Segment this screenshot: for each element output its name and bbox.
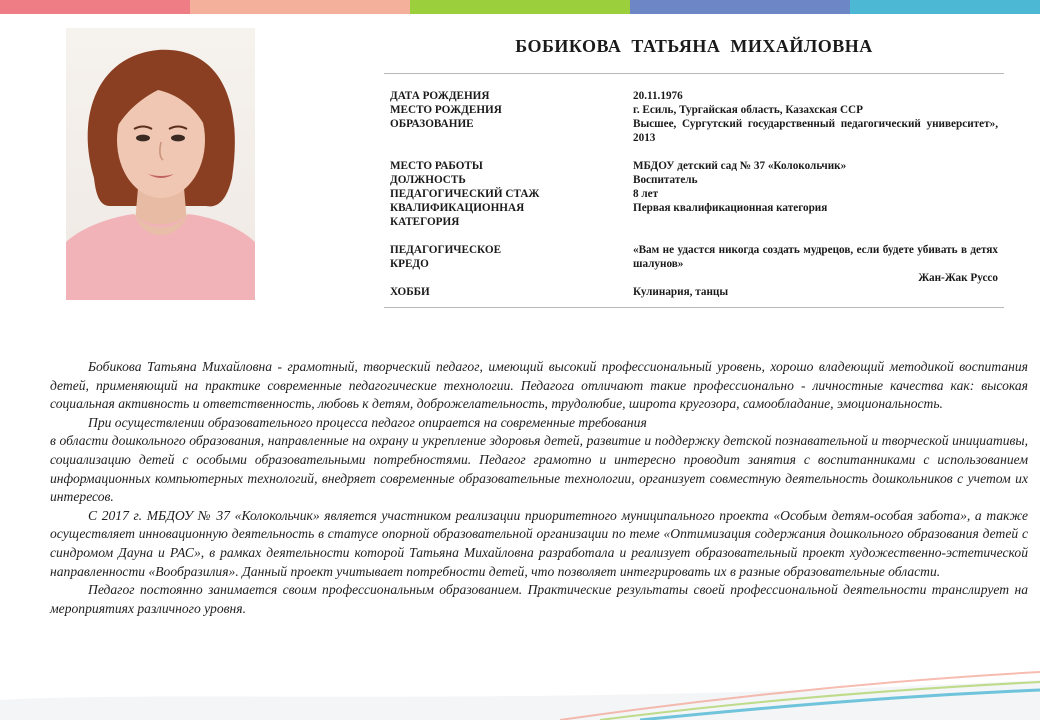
hobby-label: ХОББИ <box>390 286 430 298</box>
workplace-value: МБДОУ детский сад № 37 «Колокольчик» <box>633 160 847 172</box>
experience-value: 8 лет <box>633 188 659 200</box>
credo-value-cell <box>633 243 998 285</box>
row-position <box>390 173 998 187</box>
hobby-value: Кулинария, танцы <box>633 286 729 298</box>
stripe-green <box>410 0 630 14</box>
divider-bottom <box>384 307 1004 308</box>
top-color-stripes <box>0 0 1040 14</box>
row-spacer <box>390 145 998 159</box>
stripe-cyan <box>850 0 1040 14</box>
row-qualification <box>390 201 998 229</box>
biography-text <box>50 358 1028 618</box>
stripe-peach <box>190 0 410 14</box>
row-birth-place <box>390 103 998 117</box>
education-value: Высшее, Сургутский государственный педагогический университет», 2013 <box>633 118 998 144</box>
bottom-decorative-swoosh <box>0 660 1040 720</box>
divider-top <box>384 73 1004 74</box>
birth-date-value: 20.11.1976 <box>633 90 683 102</box>
row-experience <box>390 187 998 201</box>
birth-place-value: г. Есиль, Тургайская область, Казахская ССР <box>633 104 863 116</box>
bio-paragraph-2b: в области дошкольного образования, направленные на охрану и укрепление здоровья детей, развитие и поддержку детской познавательной и творческой инициативы, социализацию детей с особыми образовательными потребностями. Педагог грамотно и интересно проводит занятия с воспитанниками с использованием информационных компьютерных технологий, внедряет современные образовательные технологии, организует совместную деятельность дошкольников с учетом их интересов. <box>50 433 1028 505</box>
row-spacer <box>390 229 998 243</box>
row-education <box>390 117 998 145</box>
stripe-blue <box>630 0 850 14</box>
bio-paragraph-2a: При осуществлении образовательного процесса педагог опирается на современные требования <box>88 414 647 430</box>
teacher-name-heading: БОБИКОВА ТАТЬЯНА МИХАЙЛОВНА <box>515 36 873 56</box>
row-hobby <box>390 285 998 299</box>
row-birth-date <box>390 89 998 103</box>
bio-paragraph-3: С 2017 г. МБДОУ № 37 «Колокольчик» является участником реализации приоритетного муниципального проекта «Особым детям-особая забота», а также осуществляет инновационную деятельность в статусе опорной образовательной организации по теме «Оптимизация содержания дошкольного образования детей с синдромом Дауна и РАС», в рамках деятельности которой Татьяна Михайловна разработала и реализует образовательный проект художественно-эстетической направленности «Вообразилия». Данный проект учитывает потребности детей, что позволяет интегрировать их в разные образовательные области. <box>50 507 1028 579</box>
portrait-illustration <box>66 28 255 300</box>
bio-paragraph-1: Бобикова Татьяна Михайловна - грамотный, творческий педагог, имеющий высокий профессиональный уровень, хорошо владеющий методикой воспитания детей, применяющий на практике современные педагогические технологии. Педагога отличают такие профессионально - личностные качества как: высокая социальная активность и ответственность, любовь к детям, доброжелательность, трудолюбие, широта кругозора, самообладание, эмоциональность. <box>50 359 1028 412</box>
birth-date-label: ДАТА РОЖДЕНИЯ <box>390 90 490 102</box>
row-credo <box>390 243 998 285</box>
credo-label: ПЕДАГОГИЧЕСКОЕ КРЕДО <box>390 244 502 270</box>
stripe-pink <box>0 0 190 14</box>
row-workplace <box>390 159 998 173</box>
birth-place-label: МЕСТО РОЖДЕНИЯ <box>390 104 502 116</box>
credo-author: Жан-Жак Руссо <box>918 272 998 284</box>
qualification-label: КВАЛИФИКАЦИОННАЯ КАТЕГОРИЯ <box>390 202 525 228</box>
workplace-label: МЕСТО РАБОТЫ <box>390 160 483 172</box>
qualification-value: Первая квалификационная категория <box>633 202 828 214</box>
position-label: ДОЛЖНОСТЬ <box>390 174 466 186</box>
bio-paragraph-4: Педагог постоянно занимается своим профессиональным образованием. Практические результаты своей профессиональной деятельности транслирует на мероприятиях различного уровня. <box>50 582 1028 616</box>
position-value: Воспитатель <box>633 174 698 186</box>
profile-info-table <box>390 89 998 299</box>
portrait-photo <box>66 28 255 300</box>
credo-quote: «Вам не удастся никогда создать мудрецов, если будете убивать в детях шалунов» <box>633 244 998 270</box>
education-label: ОБРАЗОВАНИЕ <box>390 118 474 130</box>
experience-label: ПЕДАГОГИЧЕСКИЙ СТАЖ <box>390 188 540 200</box>
